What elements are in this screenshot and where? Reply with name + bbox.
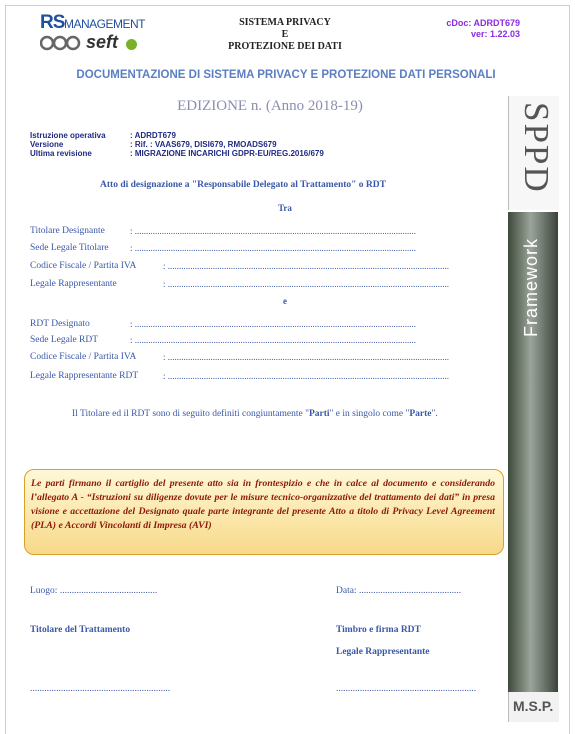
parti-text-before: Il Titolare ed il RDT sono di seguito definiti congiuntamente " bbox=[72, 409, 309, 419]
doc-code: cDoc: ADRDT679 bbox=[446, 18, 520, 28]
field-label-rdt-designato: RDT Designato bbox=[30, 319, 90, 329]
parti-text-middle: " e in singolo come " bbox=[329, 409, 410, 419]
legale-rappresentante-label: Legale Rappresentante bbox=[336, 647, 430, 657]
field-blank[interactable]: : ............................................................................................................................. bbox=[130, 243, 417, 253]
meta-value: : Rif. : VAAS679, DISI679, RMOADS679 bbox=[130, 140, 277, 149]
logo-swirl-icon bbox=[40, 34, 86, 52]
header-title-line1: SISTEMA PRIVACY bbox=[239, 17, 331, 28]
header-title-line2: E bbox=[281, 29, 289, 40]
side-framework-panel bbox=[508, 212, 558, 692]
field-label-sede-legale-rdt: Sede Legale RDT bbox=[30, 335, 99, 345]
field-blank[interactable]: : ............................................................................................................................. bbox=[130, 319, 417, 329]
meta-key: Ultima revisione bbox=[30, 149, 92, 158]
parte-term: Parte bbox=[409, 409, 432, 419]
doc-title: DOCUMENTAZIONE DI SISTEMA PRIVACY E PROTEZIONE DATI PERSONALI bbox=[76, 69, 496, 81]
field-blank[interactable]: : ............................................................................................................................. bbox=[163, 279, 450, 289]
parti-sentence bbox=[72, 409, 438, 419]
logo-seft: seft bbox=[86, 32, 119, 52]
header-title-line3: PROTEZIONE DEI DATI bbox=[228, 41, 342, 52]
meta-key: Istruzione operativa bbox=[30, 131, 106, 140]
logo-management: MANAGEMENT bbox=[64, 17, 146, 31]
field-blank[interactable]: : ............................................................................................................................. bbox=[130, 226, 417, 236]
meta-row bbox=[30, 131, 324, 140]
parti-text-after: ". bbox=[431, 409, 438, 419]
data-field[interactable]: Data: ........................................... bbox=[336, 586, 462, 596]
field-label-legale-rappresentante-rdt: Legale Rappresentante RDT bbox=[30, 371, 139, 381]
side-msp-panel bbox=[508, 692, 559, 722]
field-blank[interactable]: : ............................................................................................................................. bbox=[163, 261, 450, 271]
atto-title: Atto di designazione a "Responsabile Delegato al Trattamento" o RDT bbox=[100, 180, 386, 190]
logo-rs: RS bbox=[40, 12, 65, 33]
field-blank[interactable]: : ............................................................................................................................. bbox=[163, 371, 450, 381]
signature-notice-box: Le parti firmano il cartiglio del presente atto sia in frontespizio e che in calce al documento e considerando l’allegato A - “Istruzioni su diligenze dovute per le misure tecnico-organizzative del trattamento dei dati” in presa visione e accettazione del Designato quale parte integrante del presente Atto a titolo di Privacy Level Agreement (PLA) e Accordi Vincolanti di Impresa (AVI) bbox=[24, 469, 504, 555]
side-sppd-label: SPPD bbox=[517, 102, 556, 194]
side-framework-label: Framework bbox=[521, 238, 541, 338]
header-title bbox=[220, 17, 350, 53]
signature-line-rdt[interactable]: ........................................................... bbox=[336, 684, 477, 694]
field-blank[interactable]: : ............................................................................................................................. bbox=[130, 335, 417, 345]
company-logo bbox=[40, 12, 155, 58]
parti-term: Parti bbox=[308, 409, 330, 419]
meta-row bbox=[30, 149, 324, 158]
meta-value: : MIGRAZIONE INCARICHI GDPR-EU/REG.2016/679 bbox=[130, 149, 324, 158]
meta-key: Versione bbox=[30, 140, 64, 149]
meta-value: : ADRDT679 bbox=[130, 131, 176, 140]
tra-label: Tra bbox=[278, 203, 292, 213]
titolare-trattamento-label: Titolare del Trattamento bbox=[30, 625, 131, 635]
field-blank[interactable]: : ............................................................................................................................. bbox=[163, 352, 450, 362]
e-separator: e bbox=[283, 296, 287, 306]
meta-row bbox=[30, 140, 324, 149]
field-label-codice-fiscale: Codice Fiscale / Partita IVA bbox=[30, 261, 137, 271]
signature-line-titolare[interactable]: ........................................................... bbox=[30, 684, 171, 694]
side-sppd-panel bbox=[508, 96, 559, 210]
edition: EDIZIONE n. (Anno 2018-19) bbox=[177, 98, 363, 114]
field-label-legale-rappresentante: Legale Rappresentante bbox=[30, 279, 117, 289]
meta-block bbox=[30, 131, 324, 158]
timbro-firma-label: Timbro e firma RDT bbox=[336, 625, 421, 635]
field-label-sede-legale-titolare: Sede Legale Titolare bbox=[30, 243, 109, 253]
field-label-codice-fiscale-rdt: Codice Fiscale / Partita IVA bbox=[30, 352, 137, 362]
side-msp-label: M.S.P. bbox=[513, 698, 554, 714]
luogo-field[interactable]: Luogo: ......................................... bbox=[30, 586, 158, 596]
field-label-titolare-designante: Titolare Designante bbox=[30, 226, 105, 236]
doc-version: ver: 1.22.03 bbox=[470, 29, 520, 39]
doc-code-block bbox=[446, 18, 520, 40]
logo-dot-icon bbox=[126, 39, 137, 50]
